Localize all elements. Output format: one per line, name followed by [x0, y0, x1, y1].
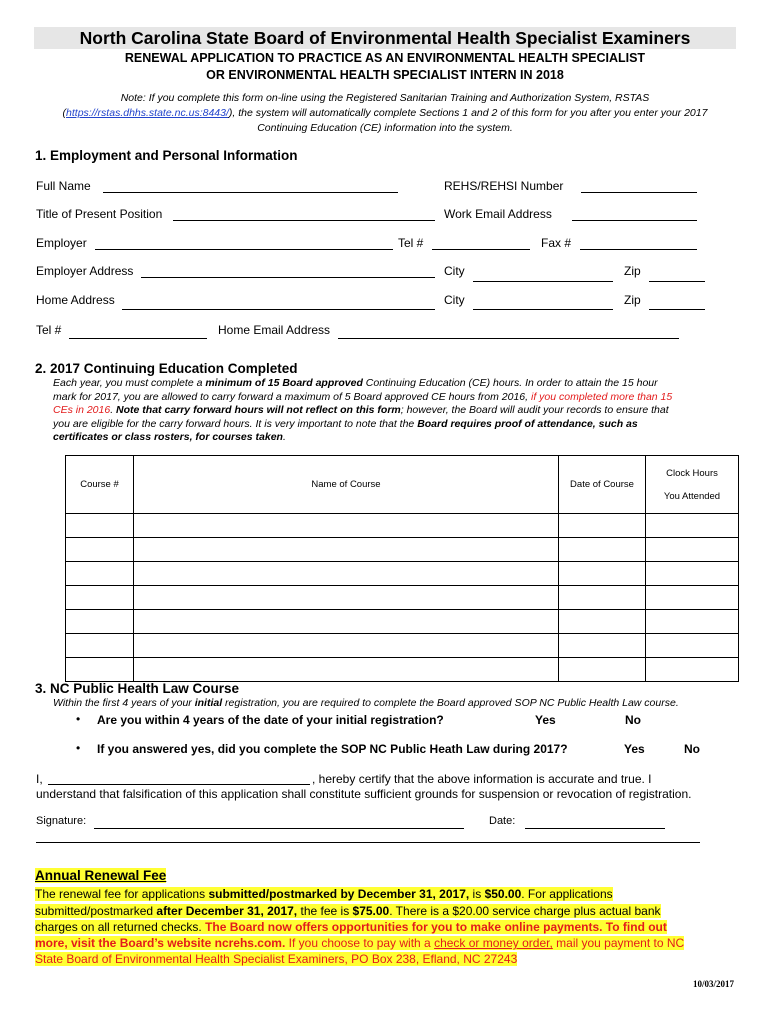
work-email-field[interactable] [572, 220, 697, 221]
employer-address-field[interactable] [141, 277, 435, 278]
table-row[interactable] [66, 610, 739, 634]
work-email-label: Work Email Address [444, 207, 552, 221]
title-position-field[interactable] [173, 220, 435, 221]
home-email-label: Home Email Address [218, 323, 331, 337]
full-name-label: Full Name [36, 179, 91, 193]
certify-statement-line2: understand that falsification of this application shall constitute sufficient grounds for suspension or revocation of registration. [36, 787, 692, 801]
full-name-field[interactable] [103, 192, 398, 193]
date-field[interactable] [525, 828, 665, 829]
employer-zip-field[interactable] [649, 281, 705, 282]
question-law-course: If you answered yes, did you complete the SOP NC Public Heath Law during 2017? [97, 742, 568, 756]
certify-name-field[interactable] [48, 784, 310, 785]
employer-city-label: City [444, 264, 465, 278]
table-row[interactable] [66, 538, 739, 562]
home-address-label: Home Address [36, 293, 115, 307]
employer-field[interactable] [95, 249, 393, 250]
board-website-link[interactable]: more, visit the Board’s website ncrehs.com. [35, 936, 286, 951]
q2-no-option[interactable]: No [684, 742, 700, 756]
table-row[interactable] [66, 562, 739, 586]
section-divider [36, 842, 700, 843]
ce-instructions: Each year, you must complete a minimum of 15 Board approved Continuing Education (CE) hours. In order to attain the 15 hour mark for 2017, you are allowed to carry forward a maximum of 5 Board approved CE hours from 2016, if you completed more than 15 CEs in 2016. Note that carry forward hours will not reflect on this form; however, the Board will audit your records to ensure that you are eligible for the carry forward hours. It is very important to note that the Board requires proof of attendance, such as certificates or class rosters, for courses taken. [53, 377, 673, 443]
rstas-link[interactable]: https://rstas.dhhs.state.nc.us:8443/ [66, 107, 229, 119]
table-row[interactable] [66, 658, 739, 682]
home-city-field[interactable] [473, 309, 613, 310]
rehs-number-field[interactable] [581, 192, 697, 193]
fee-heading: Annual Renewal Fee [35, 868, 167, 883]
q1-no-option[interactable]: No [625, 713, 641, 727]
title-position-label: Title of Present Position [36, 207, 163, 221]
col-clock-hours: Clock Hours You Attended [646, 456, 739, 514]
home-address-field[interactable] [122, 309, 435, 310]
home-city-label: City [444, 293, 465, 307]
employer-tel-label: Tel # [398, 236, 424, 250]
col-course-name: Name of Course [134, 456, 559, 514]
certify-statement: , hereby certify that the above information is accurate and true. I [312, 772, 652, 786]
employer-city-field[interactable] [473, 281, 613, 282]
home-tel-field[interactable] [69, 338, 207, 339]
employer-fax-field[interactable] [580, 249, 697, 250]
ce-table-header [66, 456, 739, 514]
home-zip-label: Zip [624, 293, 641, 307]
law-course-intro: Within the first 4 years of your initial registration, you are required to complete the Board approved SOP NC Public Health Law course. [53, 697, 679, 709]
home-zip-field[interactable] [649, 309, 705, 310]
footer-date: 10/03/2017 [692, 979, 734, 989]
home-email-field[interactable] [338, 338, 679, 339]
q2-yes-option[interactable]: Yes [624, 742, 645, 756]
ce-table [65, 455, 739, 682]
form-subtitle-line2: OR ENVIRONMENTAL HEALTH SPECIALIST INTERN IN 2018 [206, 68, 564, 82]
home-tel-label: Tel # [36, 323, 62, 337]
form-subtitle-line1: RENEWAL APPLICATION TO PRACTICE AS AN ENVIRONMENTAL HEALTH SPECIALIST [124, 51, 646, 65]
section1-heading: 1. Employment and Personal Information [35, 148, 298, 163]
employer-address-label: Employer Address [36, 264, 134, 278]
employer-fax-label: Fax # [541, 236, 572, 250]
bullet-dot: • [76, 712, 81, 726]
table-row[interactable] [66, 634, 739, 658]
section2-heading: 2. 2017 Continuing Education Completed [35, 361, 298, 376]
question-initial-registration: Are you within 4 years of the date of your initial registration? [97, 713, 444, 727]
employer-label: Employer [36, 236, 87, 250]
table-row[interactable] [66, 586, 739, 610]
date-label: Date: [489, 815, 516, 827]
signature-field[interactable] [94, 828, 464, 829]
renewal-fee-block: Annual Renewal Fee The renewal fee for applications submitted/postmarked by December 31, 2017, is $50.00. For applications submitted/postmarked after December 31, 2017, the fee is $75.00. There is a $20.00 service charge plus actual bank charges on all returned checks. The Board now offers opportunities for you to make online payments. To find out more, visit the Board’s website ncrehs.com. If you choose to pay with a check or money order, mail you payment to NC State Board of Environmental Health Specialist Examiners, PO Box 238, Efland, NC 27243 [35, 868, 685, 967]
online-note: Note: If you complete this form on-line using the Registered Sanitarian Training and Authorization System, RSTAS (https://rstas.dhhs.state.nc.us:8443/), the system will automatically complete Sections 1 and 2 of this form for you after you enter your 2017 Continuing Education (CE) information into the system. [62, 92, 708, 134]
certify-prefix: I, [36, 772, 43, 786]
section3-heading: 3. NC Public Health Law Course [35, 681, 240, 696]
table-row[interactable] [66, 514, 739, 538]
col-course-date: Date of Course [559, 456, 646, 514]
signature-label: Signature: [36, 815, 87, 827]
col-course-number: Course # [66, 456, 134, 514]
employer-zip-label: Zip [624, 264, 641, 278]
rehs-number-label: REHS/REHSI Number [444, 179, 564, 193]
bullet-dot: • [76, 741, 81, 755]
q1-yes-option[interactable]: Yes [535, 713, 556, 727]
employer-tel-field[interactable] [432, 249, 530, 250]
form-title: North Carolina State Board of Environmental Health Specialist Examiners [79, 28, 691, 48]
